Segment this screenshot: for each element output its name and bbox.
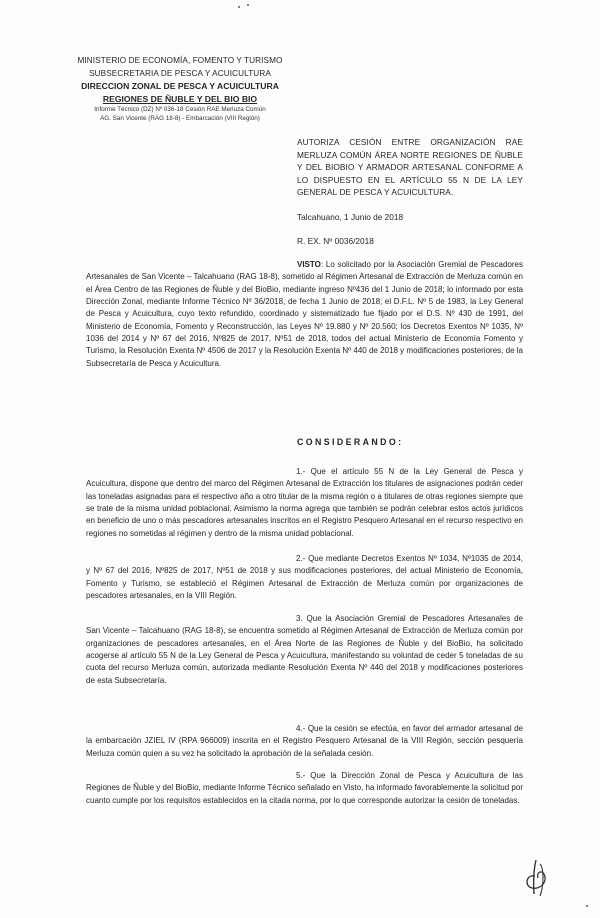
scan-speck [586, 905, 588, 907]
considerando-paragraph-1 [86, 466, 523, 540]
ministry-name: MINISTERIO DE ECONOMÍA, FOMENTO Y TURISMO [77, 56, 283, 65]
subsecretary-name: SUBSECRETARIA DE PESCA Y ACUICULTURA [89, 68, 271, 78]
paragraph-text: 4.- Que la cesión se efectúa, en favor del armador artesanal de la embarcación JZIEL IV (RPA 966009) inscrita en el Registro Pesquero Artesanal de la VIII Región, sección pesquería Merluza común quien a su vez ha solicitado la aprobación de la señalada cesión. [86, 724, 523, 758]
visto-paragraph [86, 259, 523, 370]
considerando-paragraph-3 [86, 613, 523, 687]
paragraph-text: 2.- Que mediante Decretos Exentos Nº 1034, Nº1035 de 2014, y Nº 67 del 2016, Nº825 de 2017, Nº51 de 2018 y sus modificaciones posteriores, del actual Ministerio de Economía, Fomento y Turismo, se estableció el Régimen Artesanal de Extracción de Merluza común por organizaciones de pescadores artesanales, en la VIII Región. [86, 554, 523, 601]
resolution-subject: AUTORIZA CESIÓN ENTRE ORGANIZACIÓN RAE MERLUZA COMÚN ÁREA NORTE REGIONES DE ÑUBLE Y DEL BIOBIO Y ARMADOR ARTESANAL CONFORME A LO DISPUESTO EN EL ARTÍCULO 55 N DE LA LEY GENERAL DE PESCA Y ACUICULTURA. [297, 137, 523, 198]
considerando-paragraph-5 [86, 770, 523, 807]
scan-speck [238, 6, 240, 8]
report-reference: Informe Técnico (DZ) Nº 036-18 Cesión RAE Merluza Común [94, 106, 266, 114]
visto-label: VISTO [297, 260, 321, 269]
resolution-number: R. EX. Nº 0036/2018 [297, 236, 374, 246]
scan-speck [247, 4, 249, 6]
paragraph-text: 1.- Que el artículo 55 N de la Ley General de Pesca y Acuicultura, dispone que dentro del marco del Régimen Artesanal de Extracción los titulares de asignaciones podrán ceder las toneladas asignadas para el respectivo año a otro titular de la misma región o a titulares de otras regiones siempre que se trate de la misma unidad poblacional. Asimismo la norma agrega que también se podrán celebrar estos actos jurídicos en beneficio de uno o más pescadores artesanales inscritos en el Registro Pesquero Artesanal en el recurso respectivo en regiones no sometidas al régimen y dentro de la misma unidad poblacional. [86, 467, 523, 538]
paragraph-text: 3. Que la Asociación Gremial de Pescadores Artesanales de San Vicente – Talcahuano (RAG 18-8), se encuentra sometido al Régimen Artesanal de Extracción de Merluza común por organizaciones de pescadores artesanales, en el Área Norte de las Regiones de Ñuble y del BioBio, ha solicitado acogerse al artículo 55 N de la Ley General de Pesca y Acuicultura, manifestando su voluntad de ceder 5 toneladas de su cuota del recurso Merluza común, autorizada mediante Resolución Exenta Nº 440 del 2018 y modificaciones posteriores de esta Subsecretaría. [86, 614, 523, 685]
considerando-paragraph-4 [86, 723, 523, 760]
date-line: Talcahuano, 1 Junio de 2018 [297, 212, 404, 222]
letterhead [60, 55, 300, 123]
handwritten-initials [522, 856, 552, 898]
zonal-direction-name: DIRECCION ZONAL DE PESCA Y ACUICULTURA [81, 81, 279, 92]
regions-name: REGIONES DE ÑUBLE Y DEL BIO BIO [102, 93, 258, 104]
considerando-heading: CONSIDERANDO: [297, 437, 404, 447]
visto-text: : Lo solicitado por la Asociación Gremial de Pescadores Artesanales de San Vicente – Talcahuano (RAG 18-8), sometido al Régimen Artesanal de Extracción de Merluza común en el Área Centro de las Regiones de Ñuble y del BioBio, mediante ingreso Nº436 del 1 Junio de 2018; lo informado por esta Dirección Zonal, mediante Informe Técnico Nº 36/2018, de fecha 1 Junio de 2018; el D.F.L. Nº 5 de 1983, la Ley General de Pesca y Acuicultura, cuyo texto refundido, coordinado y sistematizado fue fijado por el D.S. Nº 430 de 1991, del Ministerio de Economía, Fomento y Reconstrucción, las Leyes Nº 19.880 y Nº 20.560; los Decretos Exentos Nº 1035, Nº 1036 del 2014 y Nº 67 del 2016, Nº825 de 2017, Nº51 de 2018, todos del actual Ministerio de Economía Fomento y Turismo, la Resolución Exenta Nº 4506 de 2017 y la Resolución Exenta Nº 440 de 2018 y modificaciones posteriores, de la Subsecretaría de Pesca y Acuicultura. [86, 260, 523, 368]
paragraph-text: 5.- Que la Dirección Zonal de Pesca y Acuicultura de las Regiones de Ñuble y del BioBio, mediante Informe Técnico señalado en Visto, ha informado favorablemente la solicitud por cuanto cumple por los requisitos establecidos en la citada norma, por lo que corresponde autorizar la cesión de toneladas. [86, 771, 523, 805]
considerando-paragraph-2 [86, 553, 523, 602]
report-reference-2: AG. San Vicente (RAG 18-8) - Embarcación (VIII Región) [100, 115, 260, 123]
